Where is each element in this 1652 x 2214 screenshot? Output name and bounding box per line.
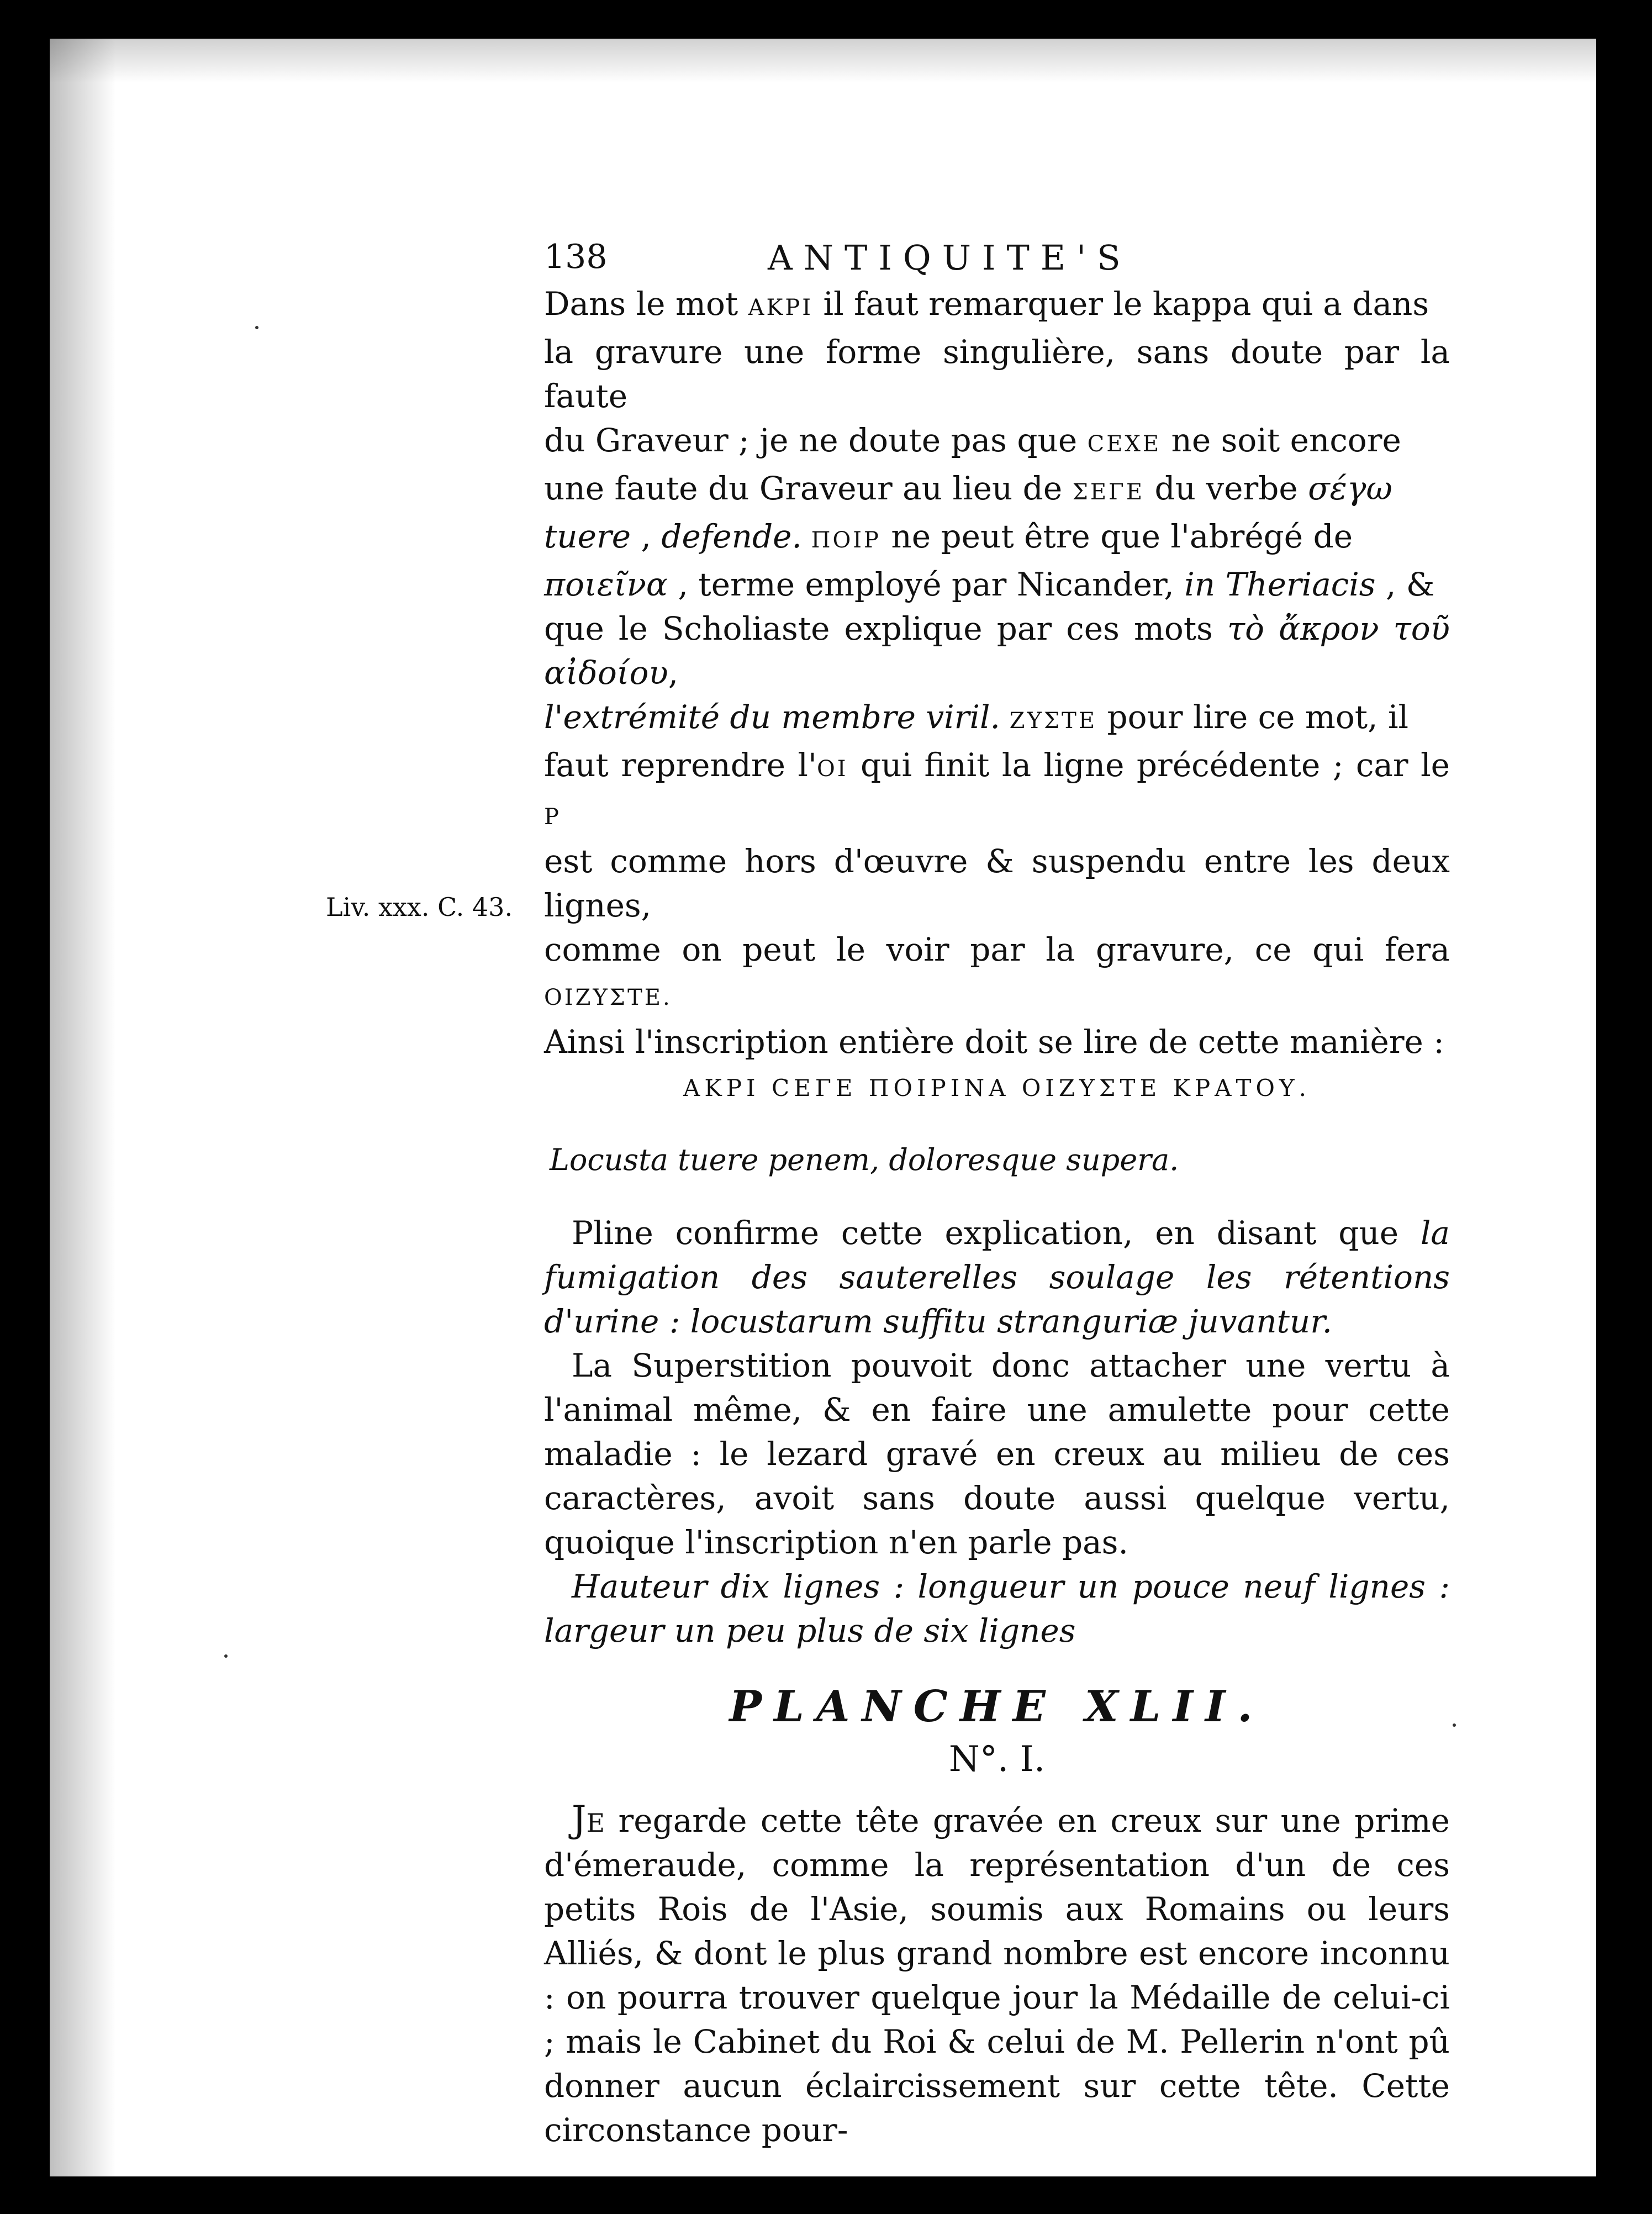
- margin-note: Liv. xxx. C. 43.: [326, 892, 513, 922]
- scan-speck: [255, 326, 258, 329]
- running-head: [544, 238, 1450, 282]
- text-line: l'extrémité du membre viril. ΖΥΣΤΕ pour lire ce mot, il: [544, 698, 1409, 736]
- scan-speck: [1453, 1723, 1456, 1727]
- text-line: une faute du Graveur au lieu de ΣΕΓΕ du verbe σέγω: [544, 470, 1392, 507]
- scan-shadow-left: [50, 39, 116, 2176]
- scan-shadow-top: [50, 39, 1596, 83]
- paragraph-1: [544, 282, 1450, 1064]
- text-line: que le Scholiaste explique par ces mots τὸ ἄκρον τοῦ αἰδοίου,: [544, 610, 1450, 692]
- latin-reading: Locusta tuere penem, doloresque supera.: [550, 1142, 1179, 1177]
- text-line: du Graveur ; je ne doute pas que ϹΕΧΕ ne soit encore: [544, 421, 1401, 459]
- text-line: comme on peut le voir par la gravure, ce qui fera ΟΙΖΥΣΤΕ.: [544, 931, 1450, 1010]
- paragraph-2: Pline confirme cette explication, en disant que la fumigation des sauterelles soulage les rétentions d'urine : locustarum suffitu stranguriæ juvantur.: [544, 1214, 1450, 1340]
- paragraph-4: Je regarde cette tête gravée en creux sur une prime d'émeraude, comme la représentation d'un de ces petits Rois de l'Asie, soumis aux Romains ou leurs Alliés, & dont le plus grand nombre est encore inconnu : on pourra trouver quelque jour la Médaille de celui-ci ; mais le Cabinet du Roi & celui de M. Pellerin n'ont pû donner aucun éclaircissement sur cette tête. Cette circonstance pour-: [544, 1798, 1450, 2149]
- text-line: Ainsi l'inscription entière doit se lire de cette manière :: [544, 1023, 1444, 1061]
- text-line: est comme hors d'œuvre & suspendu entre les deux lignes,: [544, 842, 1450, 924]
- plate-title: PLANCHE XLII.: [729, 1681, 1265, 1732]
- text-line: faut reprendre l'ΟΙ qui finit la ligne précédente ; car le Ρ: [544, 746, 1450, 830]
- text-line: Dans le mot ΑΚΡΙ il faut remarquer le kappa qui a dans: [544, 285, 1429, 323]
- paragraph-3: La Superstition pouvoit donc attacher une vertu à l'animal même, & en faire une amulette pour cette maladie : le lezard gravé en creux au milieu de ces caractères, avoit sans doute aussi quelque vertu, quoique l'inscription n'en parle pas.: [544, 1347, 1450, 1561]
- text-line: la gravure une forme singulière, sans doute par la faute: [544, 333, 1450, 415]
- greek-inscription: ΑΚΡΙ ϹΕΓΕ ΠΟΙΡΙΝΑ ΟΙΖΥΣΤΕ ΚΡΑΤΟΥ.: [683, 1074, 1311, 1101]
- dimensions-note: Hauteur dix lignes : longueur un pouce neuf lignes : largeur un peu plus de six lignes: [544, 1568, 1450, 1649]
- plate-number: N°. I.: [948, 1739, 1046, 1780]
- scan-speck: [224, 1654, 228, 1658]
- document-page: [50, 39, 1596, 2176]
- text-line: ποιεῖνα , terme employé par Nicander, in Theriacis , &: [544, 566, 1435, 603]
- text-block: [544, 238, 1450, 2152]
- text-line: tuere , defende. ΠΟΙΡ ne peut être que l'abrégé de: [544, 518, 1353, 555]
- page-number: 138: [544, 238, 608, 276]
- running-title: ANTIQUITE'S: [768, 238, 1132, 278]
